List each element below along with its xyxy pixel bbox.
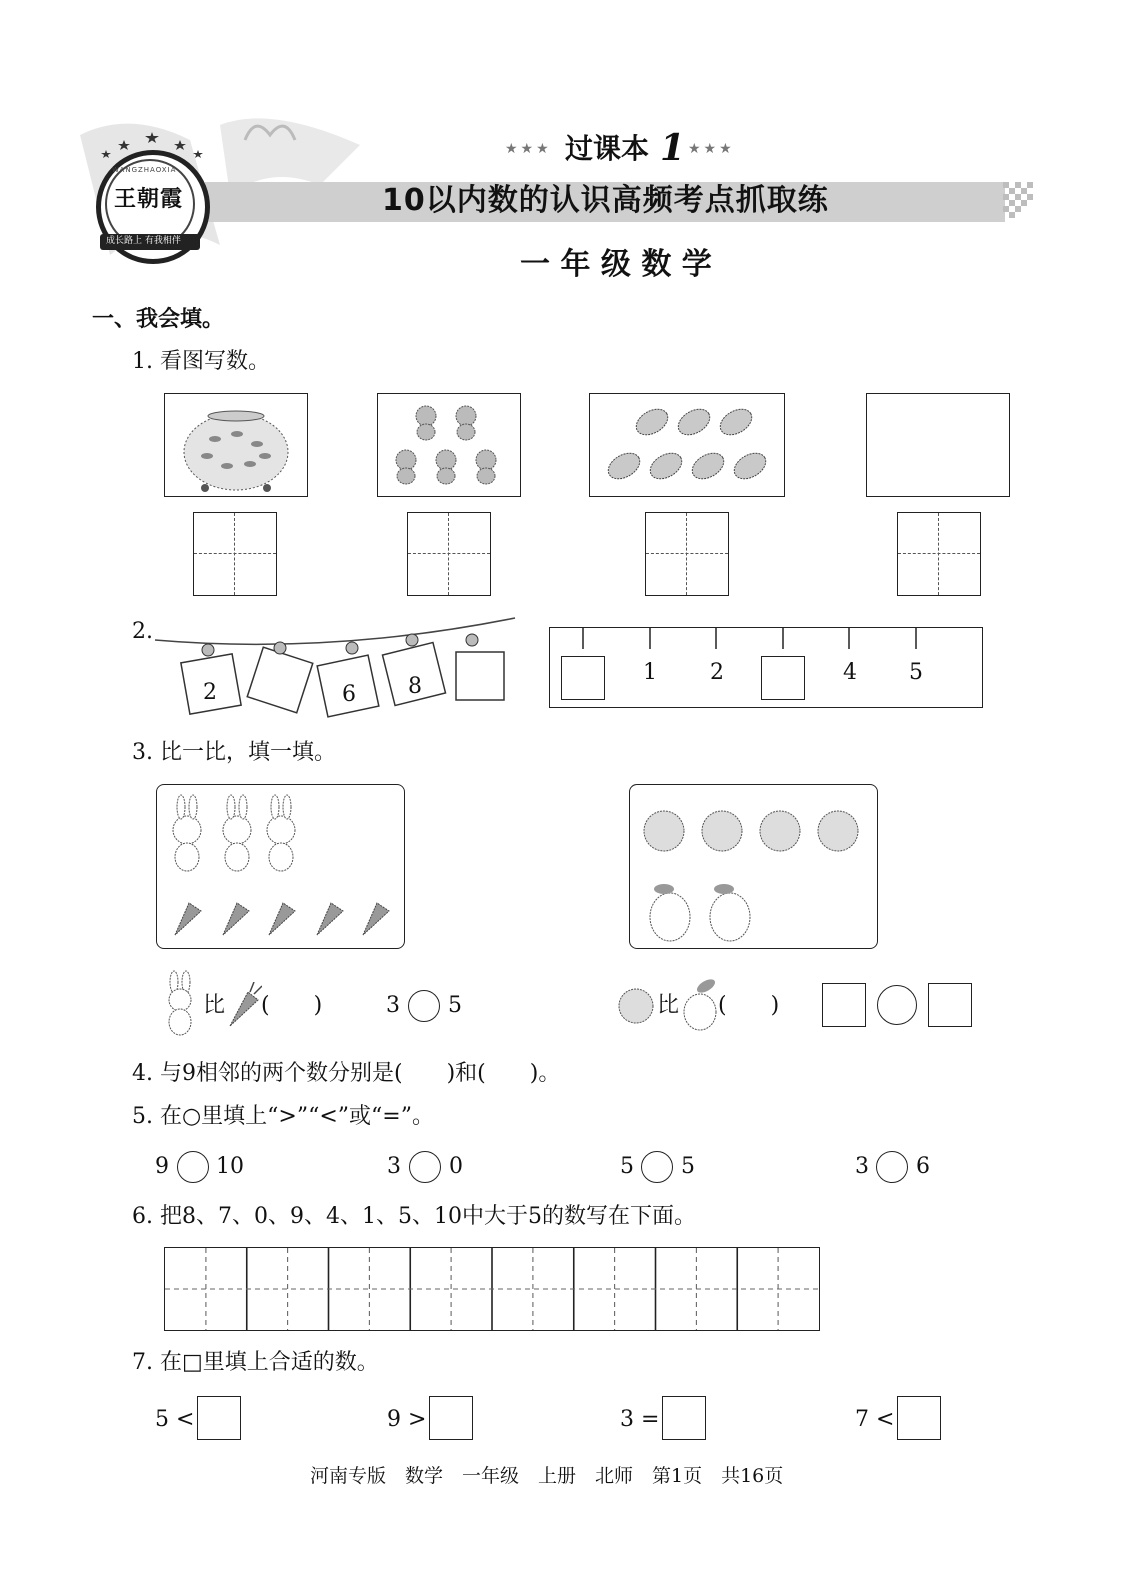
q5-item-4-circle[interactable]: [876, 1151, 908, 1183]
series-stars-right: ★★★: [688, 141, 735, 157]
q7-item-1-box[interactable]: [197, 1396, 241, 1440]
logo-badge: [92, 128, 212, 260]
q5-item-4-a: 3: [855, 1154, 869, 1179]
checker-decoration: [1003, 182, 1039, 222]
series-number: 1: [660, 127, 686, 169]
q2-ruler-label-5: 5: [909, 660, 923, 685]
q5-item-1-circle[interactable]: [177, 1151, 209, 1183]
logo-ring-text: WANGZHAOXIA: [112, 166, 177, 174]
fishbowl-icon: [165, 394, 307, 496]
q7-item-4: 7 <: [855, 1407, 895, 1432]
q3-picture-peaches-pears: [629, 784, 878, 949]
q3-right-box-a[interactable]: [822, 983, 866, 1027]
q7-item-4-box[interactable]: [897, 1396, 941, 1440]
q3-left-compare-circle[interactable]: [408, 990, 440, 1022]
bears-icon: [378, 394, 520, 496]
q2-ruler-label-1: 1: [643, 660, 657, 685]
q2-ruler-blank-1[interactable]: [561, 656, 605, 700]
q1-picture-empty: [866, 393, 1010, 497]
series-label: 过课本: [565, 132, 650, 165]
q5-text: 5. 在○里填上“>”“<”或“=”。: [132, 1104, 434, 1129]
q2-ruler-label-4: 4: [843, 660, 857, 685]
q7-item-3: 3 =: [620, 1407, 660, 1432]
q2-card-3: 6: [342, 682, 356, 707]
logo-slogan: 成长路上 有我相伴: [106, 236, 181, 246]
q3-left-cmp-a: 3: [386, 993, 400, 1018]
q2-label: 2.: [132, 619, 153, 644]
q7-item-3-box[interactable]: [662, 1396, 706, 1440]
peaches-pears-icon: [630, 785, 877, 948]
q3-right-box-b[interactable]: [928, 983, 972, 1027]
q3-picture-rabbits-carrots: [156, 784, 405, 949]
q3-text: 3. 比一比，填一填。: [132, 740, 336, 765]
q5-item-3-b: 5: [681, 1154, 695, 1179]
q5-item-2-circle[interactable]: [409, 1151, 441, 1183]
q7-item-1: 5 <: [155, 1407, 195, 1432]
page-subtitle: 一 年 级 数 学: [520, 247, 712, 282]
q6-writing-grid[interactable]: [164, 1247, 820, 1331]
q3-right-compare-circle[interactable]: [877, 985, 917, 1025]
q5-item-1-a: 9: [155, 1154, 169, 1179]
q3-right-bi: 比: [657, 993, 680, 1018]
q3-left-paren[interactable]: ( ): [261, 993, 323, 1018]
q7-item-2-box[interactable]: [429, 1396, 473, 1440]
q3-left-cmp-b: 5: [448, 993, 462, 1018]
q5-item-1-b: 10: [216, 1154, 244, 1179]
q5-item-3-circle[interactable]: [641, 1151, 673, 1183]
q1-picture-leaves: [589, 393, 785, 497]
q1-answer-grid-2[interactable]: [407, 512, 491, 596]
peach-icon: [616, 984, 656, 1028]
q1-picture-bears: [377, 393, 521, 497]
q1-picture-fishbowl: [164, 393, 308, 497]
q5-item-2-a: 3: [387, 1154, 401, 1179]
page-footer: 河南专版 数学 一年级 上册 北师 第1页 共16页: [310, 1465, 784, 1487]
q1-answer-grid-4[interactable]: [897, 512, 981, 596]
series-stars-left: ★★★: [505, 141, 552, 157]
q3-left-bi: 比: [203, 993, 226, 1018]
header: [0, 0, 1139, 300]
pear-icon: [680, 976, 722, 1032]
q4-text[interactable]: 4. 与9相邻的两个数分别是( )和( )。: [132, 1061, 561, 1086]
q2-number-line-ticks: [549, 627, 981, 657]
q3-right-paren[interactable]: ( ): [718, 993, 780, 1018]
rabbits-carrots-icon: [157, 785, 404, 948]
carrot-icon: [226, 982, 262, 1028]
q7-item-2: 9 >: [387, 1407, 427, 1432]
q5-item-2-b: 0: [449, 1154, 463, 1179]
section-heading: 一、我会填。: [92, 307, 225, 332]
q1-text: 1. 看图写数。: [132, 349, 270, 374]
q2-ruler-blank-2[interactable]: [761, 656, 805, 700]
q2-card-4: 8: [408, 674, 422, 699]
logo-name: 王朝霞: [114, 186, 184, 212]
leaves-icon: [590, 394, 784, 496]
q7-text: 7. 在□里填上合适的数。: [132, 1350, 379, 1375]
q6-text: 6. 把8、7、0、9、4、1、5、10中大于5的数写在下面。: [132, 1204, 696, 1229]
page-title: 10以内数的认识高频考点抓取练: [382, 183, 829, 218]
q5-item-4-b: 6: [916, 1154, 930, 1179]
q1-answer-grid-3[interactable]: [645, 512, 729, 596]
q2-card-1: 2: [203, 680, 217, 705]
q1-answer-grid-1[interactable]: [193, 512, 277, 596]
q2-ruler-label-2: 2: [710, 660, 724, 685]
q5-item-3-a: 5: [620, 1154, 634, 1179]
rabbit-icon: [160, 970, 200, 1038]
